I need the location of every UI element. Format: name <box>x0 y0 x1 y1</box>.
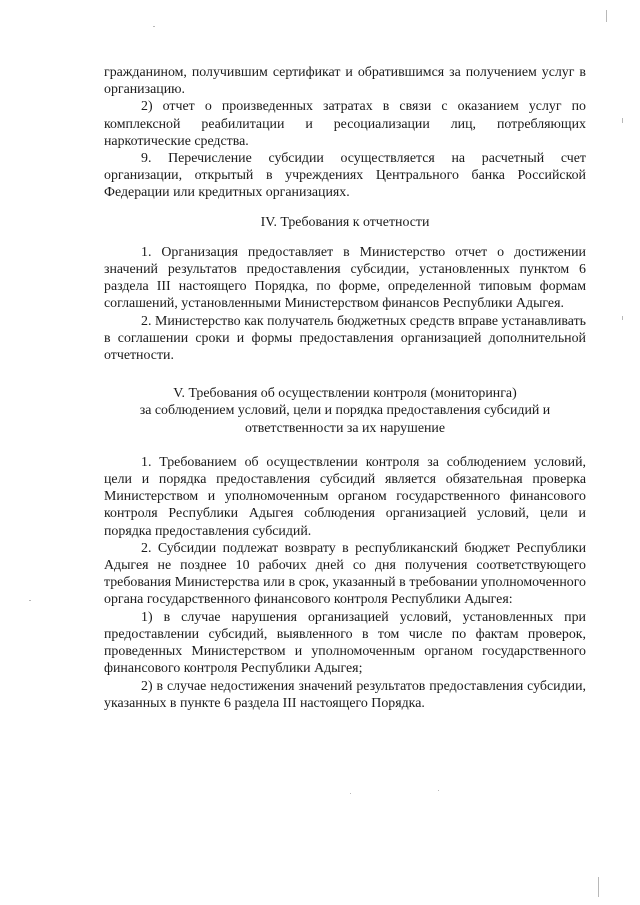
paragraph-report-submission: 1. Организация предоставляет в Министерство отчет о достижении значений результатов предоставления субсидии, установленных пунктом 6 раздела III настоящего Порядка, по форме, определенной типовым формам соглашений, установленными Министерством финансов Республики Адыгея. <box>104 244 586 312</box>
paragraph-additional-reporting: 2. Министерство как получатель бюджетных средств вправе устанавливать в соглашении сроки и формы предоставления организацией дополнительной отчетности. <box>104 313 586 364</box>
scan-mark <box>622 118 623 123</box>
scan-mark <box>438 790 439 791</box>
document-body <box>104 64 586 712</box>
section-heading-line: ответственности за их нарушение <box>244 420 446 436</box>
paragraph-subsidy-transfer: 9. Перечисление субсидии осуществляется на расчетный счет организации, открытый в учреждениях Центрального банка Российской Федерации или кредитных организациях. <box>104 151 586 201</box>
section-heading-reporting: IV. Требования к отчетности <box>260 214 430 230</box>
paragraph-return-case-results: 2) в случае недостижения значений результатов предоставления субсидии, указанных в пункте 6 раздела III настоящего Порядка. <box>104 678 586 711</box>
paragraph-subsidy-return: 2. Субсидии подлежат возврату в республиканский бюджет Республики Адыгея не позднее 10 рабочих дней со дня получения соответствующего требования Министерства или в срок, указанный в требовании уполномоченного органа государственного финансового контроля Республики Адыгея: <box>104 540 586 608</box>
scan-mark <box>598 877 599 897</box>
scan-mark <box>606 10 607 22</box>
section-heading-line: за соблюдением условий, цели и порядка предоставления субсидий и <box>139 403 551 419</box>
paragraph-control-requirement: 1. Требованием об осуществлении контроля за соблюдением условий, цели и порядка предоставления субсидий является обязательная проверка Министерством и уполномоченным органом государственного финансового контроля Республики Адыгея соблюдения организацией условий, цели и порядка предоставления субсидий. <box>104 454 586 539</box>
section-heading-line: V. Требования об осуществлении контроля (мониторинга) <box>173 386 517 402</box>
paragraph-continuation: гражданином, получившим сертификат и обратившимся за получением услуг в организацию. <box>104 65 586 98</box>
scan-mark <box>350 793 351 794</box>
paragraph-report-costs: 2) отчет о произведенных затратах в связи с оказанием услуг по комплексной реабилитации и ресоциализации лиц, потребляющих наркотические средства. <box>104 99 586 149</box>
scan-mark <box>153 26 155 27</box>
scan-mark <box>622 316 623 320</box>
paragraph-return-case-violation: 1) в случае нарушения организацией условий, установленных при предоставлении субсидий, выявленного в том числе по фактам проверок, проведенных Министерством и уполномоченным органом государственного финансового контроля Республики Адыгея; <box>104 609 586 677</box>
scan-mark <box>29 600 31 601</box>
section-heading-control <box>104 385 586 437</box>
